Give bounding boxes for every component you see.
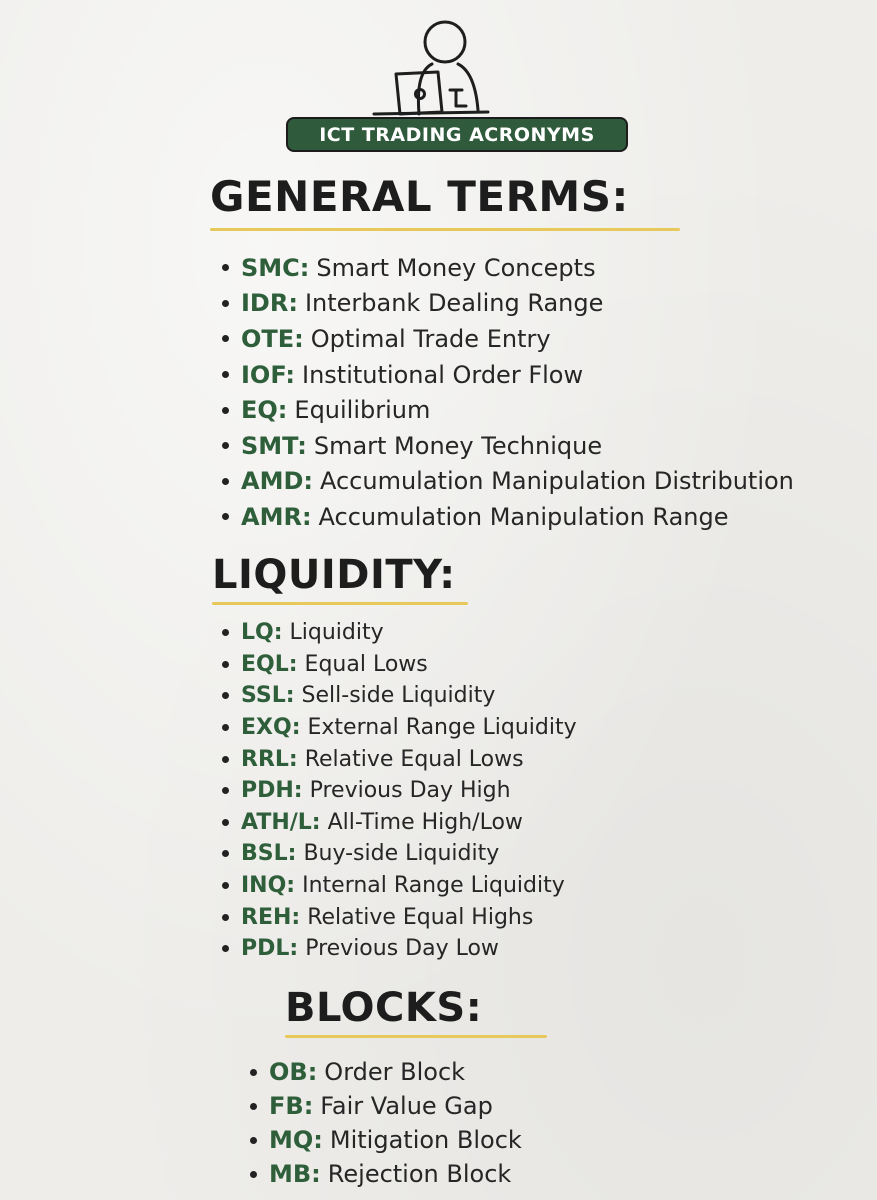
- section-heading-liquidity: [212, 552, 456, 598]
- bullet-icon: [222, 661, 229, 668]
- definition: Equilibrium: [294, 396, 431, 425]
- acronym: INQ:: [241, 873, 296, 899]
- acronym: SSL:: [241, 683, 295, 709]
- general-terms-list: [222, 250, 794, 535]
- heading-text: LIQUIDITY:: [212, 552, 456, 598]
- heading-text: BLOCKS:: [285, 985, 483, 1031]
- bullet-icon: [222, 692, 229, 699]
- list-item: [250, 1157, 522, 1191]
- list-item: [222, 617, 577, 649]
- bullet-icon: [222, 264, 229, 271]
- acronym: EQL:: [241, 651, 298, 677]
- bullet-icon: [222, 850, 229, 857]
- bullet-icon: [222, 442, 229, 449]
- bullet-icon: [250, 1171, 257, 1178]
- bullet-icon: [222, 513, 229, 520]
- acronym: OB:: [269, 1058, 318, 1086]
- definition: Fair Value Gap: [320, 1092, 493, 1120]
- list-item: [222, 321, 794, 357]
- list-item: [222, 499, 794, 535]
- heading-text: GENERAL TERMS:: [210, 172, 629, 221]
- list-item: [222, 901, 577, 933]
- acronym: REH:: [241, 904, 301, 930]
- banner-title: ICT TRADING ACRONYMS: [319, 123, 595, 146]
- definition: Smart Money Concepts: [316, 253, 596, 282]
- list-item: [222, 286, 794, 322]
- bullet-icon: [222, 300, 229, 307]
- section-heading-general: [210, 172, 629, 221]
- bullet-icon: [222, 756, 229, 763]
- definition: Internal Range Liquidity: [302, 873, 565, 899]
- list-item: [222, 870, 577, 902]
- bullet-icon: [222, 724, 229, 731]
- bullet-icon: [250, 1137, 257, 1144]
- definition: External Range Liquidity: [307, 715, 577, 741]
- list-item: [222, 807, 577, 839]
- definition: Interbank Dealing Range: [304, 289, 604, 318]
- acronym: IOF:: [241, 360, 296, 389]
- definition: Relative Equal Highs: [307, 904, 534, 930]
- bullet-icon: [222, 945, 229, 952]
- definition: Optimal Trade Entry: [310, 324, 551, 353]
- bullet-icon: [222, 914, 229, 921]
- bullet-icon: [222, 819, 229, 826]
- liquidity-list: [222, 617, 577, 965]
- bullet-icon: [222, 335, 229, 342]
- list-item: [222, 838, 577, 870]
- heading-underline: [210, 228, 680, 231]
- bullet-icon: [222, 787, 229, 794]
- definition: Institutional Order Flow: [302, 360, 584, 389]
- list-item: [222, 680, 577, 712]
- heading-underline: [212, 602, 468, 605]
- list-item: [222, 743, 577, 775]
- acronym: SMT:: [241, 431, 307, 460]
- list-item: [222, 428, 794, 464]
- acronym: EXQ:: [241, 715, 301, 741]
- acronym: BSL:: [241, 841, 297, 867]
- acronym: AMD:: [241, 467, 313, 496]
- list-item: [222, 712, 577, 744]
- definition: Accumulation Manipulation Distribution: [319, 467, 794, 496]
- acronym: RRL:: [241, 746, 298, 772]
- acronym: OTE:: [241, 324, 304, 353]
- definition: Relative Equal Lows: [304, 746, 524, 772]
- list-item: [222, 649, 577, 681]
- definition: Previous Day High: [309, 778, 511, 804]
- list-item: [250, 1089, 522, 1123]
- acronym: SMC:: [241, 253, 310, 282]
- heading-underline: [285, 1035, 547, 1038]
- list-item: [222, 250, 794, 286]
- list-item: [250, 1055, 522, 1089]
- definition: Order Block: [324, 1058, 466, 1086]
- bullet-icon: [222, 371, 229, 378]
- bullet-icon: [222, 407, 229, 414]
- acronym: IDR:: [241, 289, 298, 318]
- definition: Buy-side Liquidity: [303, 841, 500, 867]
- definition: Sell-side Liquidity: [301, 683, 496, 709]
- acronym: EQ:: [241, 396, 288, 425]
- acronym: LQ:: [241, 620, 283, 646]
- bullet-icon: [222, 882, 229, 889]
- blocks-list: [250, 1055, 522, 1191]
- definition: Accumulation Manipulation Range: [318, 502, 729, 531]
- person-at-laptop-icon: [370, 18, 500, 122]
- bullet-icon: [250, 1103, 257, 1110]
- definition: Mitigation Block: [329, 1126, 522, 1154]
- acronym: PDH:: [241, 778, 303, 804]
- acronym: MB:: [269, 1160, 321, 1188]
- acronym: MQ:: [269, 1126, 323, 1154]
- definition: All-Time High/Low: [327, 809, 523, 835]
- definition: Smart Money Technique: [313, 431, 603, 460]
- title-banner: [286, 117, 628, 152]
- acronym: PDL:: [241, 936, 299, 962]
- list-item: [222, 464, 794, 500]
- list-item: [222, 357, 794, 393]
- acronym: AMR:: [241, 502, 312, 531]
- definition: Previous Day Low: [305, 936, 499, 962]
- list-item: [222, 933, 577, 965]
- definition: Rejection Block: [327, 1160, 512, 1188]
- acronym: FB:: [269, 1092, 314, 1120]
- bullet-icon: [222, 629, 229, 636]
- list-item: [222, 775, 577, 807]
- section-heading-blocks: [285, 985, 482, 1031]
- list-item: [250, 1123, 522, 1157]
- bullet-icon: [250, 1069, 257, 1076]
- definition: Equal Lows: [304, 651, 428, 677]
- acronym: ATH/L:: [241, 809, 321, 835]
- bullet-icon: [222, 478, 229, 485]
- definition: Liquidity: [289, 620, 384, 646]
- list-item: [222, 392, 794, 428]
